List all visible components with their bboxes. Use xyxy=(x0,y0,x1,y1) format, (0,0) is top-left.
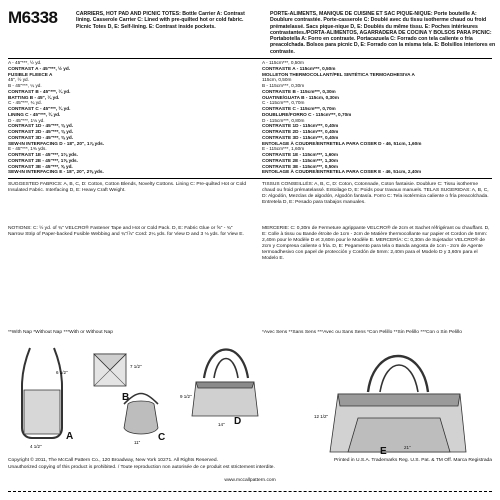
dimension-b-size: 7 1/2" xyxy=(130,364,142,369)
yardage-line: SEW-IN INTERFACING E - 18", 20", 2⅝ yds. xyxy=(8,169,104,175)
yardage-line: CONTRASTE B - 115cm***, 0,30m xyxy=(262,88,336,94)
suggested-fabrics-french-spanish: TISSUS CONSEILLÉS: A, B, C, D: Coton, Cotonnade, Coton fantaisie. Doublure C: Tissu isotherme chaud ou froid prématelassé. Entoilage D, E: Poids pour travaux manuels. TELAS SUGERIDAS: A, B, C, D: Algodón, Mezclas de algodón, Algodón fantasía. Forro C: Tela isotérmica caliente o fría preacolchada. Entretela D, E: Pesado para trabajos manuales. xyxy=(262,182,489,205)
nap-legend-english: **With Nap *Without Nap ***With or Without Nap xyxy=(8,330,113,335)
yardage-line: CONTRAST 3D - 45"***, ⅜ yd. xyxy=(8,134,73,140)
view-c-label: C xyxy=(158,432,166,443)
dimension-d-width: 14" xyxy=(218,422,225,427)
yardage-line: LINING C - 45"***, ¾ yd. xyxy=(8,111,61,117)
header xyxy=(8,8,496,55)
yardage-line: B - 45"***, ¼ yd. xyxy=(8,83,42,88)
dimension-d-height: 9 1/2" xyxy=(180,394,192,399)
yardage-line: CONTRAST 2E - 45"***, 1⅝ yds. xyxy=(8,157,78,163)
divider xyxy=(8,178,492,179)
title-english: CARRIERS, HOT PAD AND PICNIC TOTES: Bottle Carrier A: Contrast lining. Casserole Carrier C: Lined with pre-quilted hot or cold fabric. Picnic Totes D, E: Self-lining. E: Contrast inside pockets. xyxy=(76,11,245,30)
unauthorized-notice: Unauthorized copying of this product is prohibited. / Toute reproduction non autorisée de ce produit est strictement interdite. xyxy=(8,465,275,470)
yardage-line: CONTRASTE A - 115cm***, 0,50m xyxy=(262,65,336,71)
nap-legend-french-spanish: *Avec Sens **Sans Sens ***Avec ou Sans Sens *Con Pelillo **Sin Pelillo ***Con o Sin Pelillo xyxy=(262,330,462,335)
yardage-line: CONTRAST 1D - 45"***, ⅜ yd. xyxy=(8,123,73,129)
view-d-label: D xyxy=(234,416,242,427)
yardage-english xyxy=(8,60,248,175)
view-b-hot-pad xyxy=(94,354,126,386)
yardage-line: MOLLETON THERMOCOLLANT/PEL SINTÉTICA TERMOADHESIVA A xyxy=(262,71,415,77)
yardage-line: CONTRASTE 3E - 115cm***, 0,50m xyxy=(262,163,339,169)
yardage-line: CONTRAST 2D - 45"***, ⅜ yd. xyxy=(8,129,73,134)
yardage-line: CONTRAST A - 45"***, ½ yd. xyxy=(8,65,71,71)
yardage-line: OUATINE/GUATA B - 115cm, 0,30m xyxy=(262,94,339,100)
yardage-line: CONTRASTE 1D - 115cm***, 0,40m xyxy=(262,123,339,129)
website-link[interactable]: www.mccallpattern.com xyxy=(224,478,276,483)
technical-drawings xyxy=(8,346,492,456)
yardage-line: 45", ½ yd. xyxy=(8,77,29,83)
view-d-small-tote xyxy=(192,350,258,417)
dimension-c-width: 11" xyxy=(134,440,141,445)
view-a-bottle-carrier xyxy=(22,348,62,438)
yardage-line: CONTRAST B - 45"***, ¼ yd. xyxy=(8,88,71,94)
notions-french-spanish: MERCERIE: C: 0,30m de Fermeture agrippante VELCRO® de 2cm et Sachet réfrigérant ou chauffant. D, E: Colle à tissu ou Bande étroite de 1cm - 2cm de Matière thermocollante sur papier et Cordon de 5mm: 2,40m pour le Modèle D et 3,60m pour le Modèle E. MERCERÍA: C: 0,30m de Sujetador VELCRO® de 2cm y Compresa caliente o fría. D, E: Pegamento para tela o Banda angosta de 1cm - 2cm de Agente termoadhesivo con papel de protección y Cordón de 5mm: 2,40m para el Modelo D y 3,60m para el Modelo E. xyxy=(262,226,490,261)
pattern-number: M6338 xyxy=(8,8,58,27)
dimension-a-width: 4 1/2" xyxy=(30,444,42,449)
yardage-line: CONTRAST C - 45"***, ¾ yd. xyxy=(8,106,71,111)
divider xyxy=(8,58,492,59)
view-b-label: B xyxy=(122,392,130,403)
suggested-fabrics-english: SUGGESTED FABRICS: A, B, C, D: Cotton, Cotton Blends, Novelty Cottons. Lining C: Pre-quilted Hot or Cold Insulated Fabric. Interfacing D, E: Heavy Craft Weight. xyxy=(8,182,247,193)
yardage-line: CONTRASTE 2D - 115cm***, 0,40m xyxy=(262,129,339,134)
yardage-line: CONTRASTE 2E - 115cm***, 1,30m xyxy=(262,157,339,163)
yardage-line: CONTRASTE 1E - 115cm***, 1,60m xyxy=(262,152,339,157)
copyright: Copyright © 2011, The McCall Pattern Co., 120 Broadway, New York 10271. All Rights Reserved. xyxy=(8,458,218,463)
printed-in: Printed in U.S.A. Trademarks Reg. U.S. Pat. & TM Off. Marca Registrada xyxy=(333,458,492,463)
yardage-metric xyxy=(262,60,492,175)
yardage-line: B - 115cm***, 0,30m xyxy=(262,83,305,88)
dimension-e-height: 12 1/2" xyxy=(314,414,329,419)
yardage-line: 115cm, 0,50m xyxy=(262,77,292,83)
yardage-line: E - 115cm***, 1,60m xyxy=(262,146,305,152)
yardage-line: CONTRASTE C - 115cm***, 0,70m xyxy=(262,106,336,111)
yardage-line: SEW-IN INTERFACING D - 18", 20", 1⅞ yds. xyxy=(8,140,105,146)
yardage-line: ENTOILAGE À COUDRE/ENTRETELA PARA COSER E - 46, 51cm, 2,40m xyxy=(262,169,422,175)
yardage-line: A - 115cm***, 0,50m xyxy=(262,60,304,65)
dimension-e-width: 21" xyxy=(404,445,411,450)
yardage-line: A - 45"***, ½ yd. xyxy=(8,60,42,65)
title-french-spanish: PORTE-ALIMENTS, MANIQUE DE CUISINE ET SAC PIQUE-NIQUE: Porte bouteille A: Doublure contrastée. Porte-casserole C: Doublé avec du tissu isotherme chaud ou froid prématelassé. Sacs pique-nique D, E: Doublés du même tissu. E: Poches intérieures contrastantes./PORTA-ALIMENTOS, AGARRADERA DE COCINA Y BOLSOS PARA PICNIC: Portabotella A: Forro en contraste. Portacazuela C: Forrado con tela caliente o fría preacolchada. Bolsos para picnic D, E: Forrado con la misma tela. E: Bolsillos interiores en contraste. xyxy=(270,11,496,55)
dimension-a-length: 6 1/2" xyxy=(56,370,68,375)
yardage-line: ENTOILAGE À COUDRE/ENTRETELA PARA COSER D - 46, 51cm, 1,60m xyxy=(262,140,422,146)
yardage-line: DOUBLURE/FORRO C - 115cm***, 0,70m xyxy=(262,111,352,117)
cut-line xyxy=(8,491,492,492)
yardage-line: CONTRAST 1E - 45"***, 1⅜ yds. xyxy=(8,152,78,157)
yardage-line: C - 115cm***, 0,70m xyxy=(262,100,305,106)
notions-english: NOTIONS: C: ½ yd. of ¾" VELCRO® Fastener Tape and Hot or Cold Pack. D, E: Fabric Glue or ⅝" - ¾" Narrow Strip of Paper-backed Fusible Webbing and ¾"/⅞" Cord: 2¼ yds. for View D and 3 ⅛ yds. for View E. xyxy=(8,226,244,237)
yardage-line: CONTRAST 3E - 45"***, ⅝ yd. xyxy=(8,163,73,169)
yardage-line: BATTING B - 45", ¼ yd. xyxy=(8,94,60,100)
view-e-label: E xyxy=(380,446,387,457)
yardage-line: FUSIBLE FLEECE A xyxy=(8,71,53,77)
yardage-line: E - 45"***, 1⅜ yds. xyxy=(8,146,47,152)
yardage-line: D - 45"***, 1⅛ yd. xyxy=(8,117,45,123)
yardage-line: C - 45"***, ¾ yd. xyxy=(8,100,42,106)
view-e-large-tote xyxy=(330,356,466,452)
view-a-label: A xyxy=(66,431,74,442)
yardage-line: D - 115cm***, 0,80m xyxy=(262,117,305,123)
yardage-line: CONTRASTE 3D - 115cm***, 0,40m xyxy=(262,134,339,140)
